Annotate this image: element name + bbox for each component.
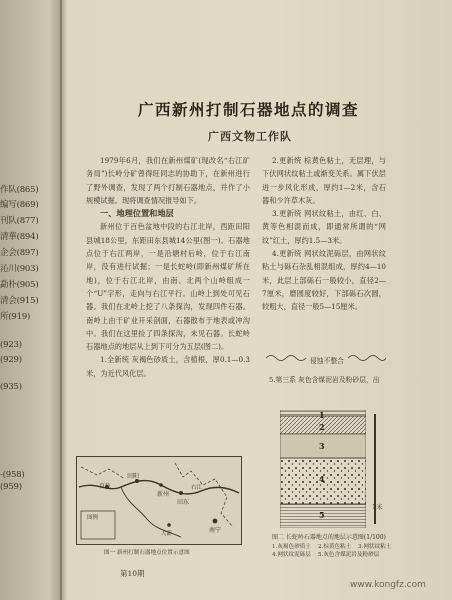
map-legend-title: 图例 [87, 515, 99, 521]
unconformity-label: 侵蚀不整合 [310, 357, 344, 365]
toc-line: 勐朴(905) [0, 280, 39, 290]
right-column [262, 154, 386, 314]
map-place-label: 田东 [177, 499, 190, 506]
toc-line: 作队(865) [0, 185, 39, 195]
stratum-number: 4 [319, 474, 325, 484]
toc-line: 刊队(877) [0, 216, 39, 226]
map-place-label: 百色 [99, 483, 112, 490]
map-place-label: 新州 [157, 491, 170, 498]
map-place-label: 南宁 [209, 527, 222, 534]
watermark-text: www.kongfz.com [350, 580, 426, 590]
left-column [86, 154, 250, 380]
figure2-legend-item: 1.灰褐色砂质土 [272, 544, 311, 550]
map-place-label: 田阳 [127, 473, 140, 480]
figure1-caption: 图一 新州打制石器地点位置示意图 [104, 550, 190, 556]
scale-label: 1米 [372, 503, 383, 511]
toc-line: (923) [0, 340, 22, 350]
layer4-paragraph: 4.更新统 网状纹泥砾层，由网状纹粘土与砾石杂乱相混组成，厚约4—10米，此层上部砾石一般较小，直径2—7厘米，磨圆度较好，下部砾石次圆，较粗大，直径一般5—15厘米。 [262, 249, 386, 312]
stratum-number: 1 [319, 410, 325, 420]
toc-line: 沁川(903) [0, 264, 39, 274]
section-heading: 一、地理位置和地层 [100, 208, 174, 219]
stratum-number: 3 [319, 441, 325, 451]
toc-line: 清会(915) [0, 296, 39, 306]
toc-line: (929) [0, 355, 22, 365]
body-paragraph: 新州位于百色盆地中段的右江北岸，西距田阳县城18公里，东距田东县城14公里(图一)。石器地点位于右江两岸，一是沿塘村后岭，位于右江南岸，没有进行试掘；一是长蛇岭(即新州煤矿所在地)，位于右江北岸，由南、北两个山岭组成一个“U”字形，走向与右江平行。山岭上到处可见石器。我们在北岭上挖了八条探沟，发现四件石器。南岭上由于矿业开采剖面，石器散布于地表或冲沟中。我们在这里捡了四条探沟，未见石器。长蛇岭石器地点的地层从上到下可分为五层(图二)。 [86, 222, 250, 352]
figure2-legend-item: 4.网状纹泥砾层 [272, 552, 311, 558]
body-paragraph: 1.全新统 灰褐色砂质土，含植根，厚0.1—0.3米，为近代风化层。 [86, 355, 250, 378]
map-place-label: 大新 [161, 531, 173, 537]
intro-paragraph: 1979年6月，我们在新州煤矿(现改名“右江矿务局”)长岭分矿曾得旺同志的协助下，在新州进行了野外调查，发现了两个打制石器地点，并作了小规模试掘。现将调查情况报导如下。 [86, 156, 250, 205]
toc-line: -(958) [0, 470, 25, 480]
layer3-paragraph: 3.更新统 网状纹粘土，由红、白、黄等色相混而成，即通常所谓的“网纹”红土，厚约1.5—3米。 [262, 209, 386, 245]
toc-line: 清華(894) [0, 232, 39, 242]
figure2-caption: 图二 长蛇岭石器地点的地层示意图(1/100) [272, 534, 386, 541]
figure2-legend-item: 5.灰色含煤泥岩及粉砂层 [318, 552, 380, 558]
figure2-legend-item: 2.棕黄色粘土 [318, 544, 352, 550]
toc-line: (959) [0, 482, 22, 492]
toc-line: 编写(869) [0, 200, 39, 210]
map-river-label: 右江 [191, 485, 203, 491]
article-byline: 广西文物工作队 [208, 130, 292, 143]
figure2-legend-item: 3.网状纹粘土 [358, 544, 392, 550]
article-title: 广西新州打制石器地点的调查 [138, 100, 360, 119]
stratum-number: 2 [319, 422, 325, 432]
binding-shadow [60, 0, 68, 600]
toc-line: 所(919) [0, 312, 31, 322]
layer2-paragraph: 2.更新统 棕黄色粘土，无层理，与下伏网状纹粘土或渐变关系。属下伏层进一步风化形成，厚约1—2米，含石器和少许草木灰。 [262, 156, 386, 205]
toc-line: 企会(897) [0, 248, 39, 258]
issue-number: 第10期 [120, 569, 145, 578]
layer5-text: 5.第三系 灰色含煤泥岩及粉砂层，出 [269, 376, 380, 384]
toc-line: (935) [0, 382, 22, 392]
stratum-number: 5 [319, 510, 325, 520]
location-map [76, 456, 242, 545]
